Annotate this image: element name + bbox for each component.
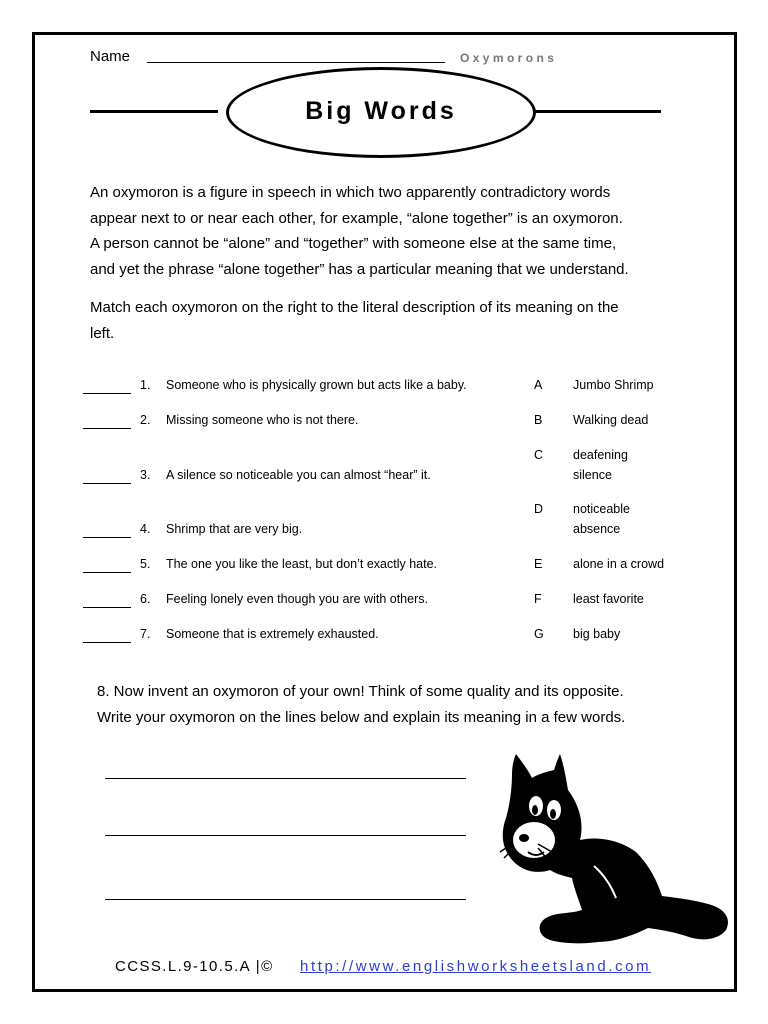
cat-illustration — [498, 748, 738, 948]
match-row — [0, 501, 768, 541]
writing-line — [105, 835, 466, 836]
name-blank — [147, 62, 445, 63]
option-letter: E — [534, 557, 543, 571]
option-oxymoron: noticeable absence — [573, 502, 630, 536]
answer-blank — [83, 537, 131, 538]
option-oxymoron: Jumbo Shrimp — [573, 378, 654, 392]
match-row — [0, 626, 768, 666]
intro-line: appear next to or near each other, for example, “alone together” is an oxymoron. — [90, 209, 623, 227]
option-letter: F — [534, 592, 542, 606]
option-letter: B — [534, 413, 543, 427]
match-row — [0, 447, 768, 487]
item-number: 4. — [140, 522, 151, 536]
intro-line: An oxymoron is a figure in speech in which two apparently contradictory words — [90, 184, 611, 201]
item-description: Someone who is physically grown but acts like a baby. — [166, 378, 467, 392]
item-number: 3. — [140, 468, 151, 482]
option-oxymoron: alone in a crowd — [573, 557, 665, 571]
match-row — [0, 412, 768, 452]
instructions-paragraph — [90, 295, 619, 346]
item-number: 5. — [140, 557, 151, 571]
intro-line: A person cannot be “alone” and “together” with someone else at the same time, — [90, 235, 617, 252]
instructions-line: left. — [90, 324, 115, 342]
item-description: Missing someone who is not there. — [166, 413, 359, 427]
option-letter: A — [534, 378, 543, 392]
topic-label: Oxymorons — [460, 51, 558, 65]
question-8 — [97, 679, 625, 731]
answer-blank — [83, 428, 131, 429]
answer-blank — [83, 483, 131, 484]
page-title: Big Words — [305, 96, 457, 125]
option-letter: G — [534, 627, 544, 641]
option-oxymoron: deafening silence — [573, 448, 628, 482]
standard-code: CCSS.L.9-10.5.A |© — [115, 958, 274, 975]
item-number: 6. — [140, 592, 151, 606]
answer-blank — [83, 642, 131, 643]
item-number: 1. — [140, 378, 151, 392]
instructions-line: Match each oxymoron on the right to the literal description of its meaning on the — [90, 299, 619, 316]
item-description: Shrimp that are very big. — [166, 522, 303, 536]
title-oval — [226, 67, 536, 158]
writing-line — [105, 778, 466, 779]
question-8-line: 8. Now invent an oxymoron of your own! Think of some quality and its opposite. — [97, 683, 624, 700]
answer-blank — [83, 393, 131, 394]
match-row — [0, 556, 768, 596]
item-description: A silence so noticeable you can almost “hear” it. — [166, 468, 431, 482]
question-8-line: Write your oxymoron on the lines below and explain its meaning in a few words. — [97, 709, 626, 726]
match-row — [0, 591, 768, 631]
match-row — [0, 377, 768, 417]
option-oxymoron: least favorite — [573, 592, 644, 606]
item-description: The one you like the least, but don’t exactly hate. — [166, 557, 438, 571]
option-letter: C — [534, 448, 544, 462]
item-number: 2. — [140, 413, 151, 427]
item-description: Feeling lonely even though you are with others. — [166, 592, 428, 606]
item-number: 7. — [140, 627, 151, 641]
writing-line — [105, 899, 466, 900]
option-oxymoron: Walking dead — [573, 413, 649, 427]
name-label: Name — [90, 48, 131, 65]
option-oxymoron: big baby — [573, 627, 621, 641]
title-rule-left — [90, 110, 218, 113]
option-letter: D — [534, 502, 544, 516]
intro-line: and yet the phrase “alone together” has a particular meaning that we understand. — [90, 260, 629, 278]
item-description: Someone that is extremely exhausted. — [166, 627, 379, 641]
answer-blank — [83, 607, 131, 608]
website-link[interactable]: http://www.englishworksheetsland.com — [300, 958, 652, 975]
intro-paragraph — [90, 180, 629, 282]
title-rule-right — [533, 110, 661, 113]
answer-blank — [83, 572, 131, 573]
